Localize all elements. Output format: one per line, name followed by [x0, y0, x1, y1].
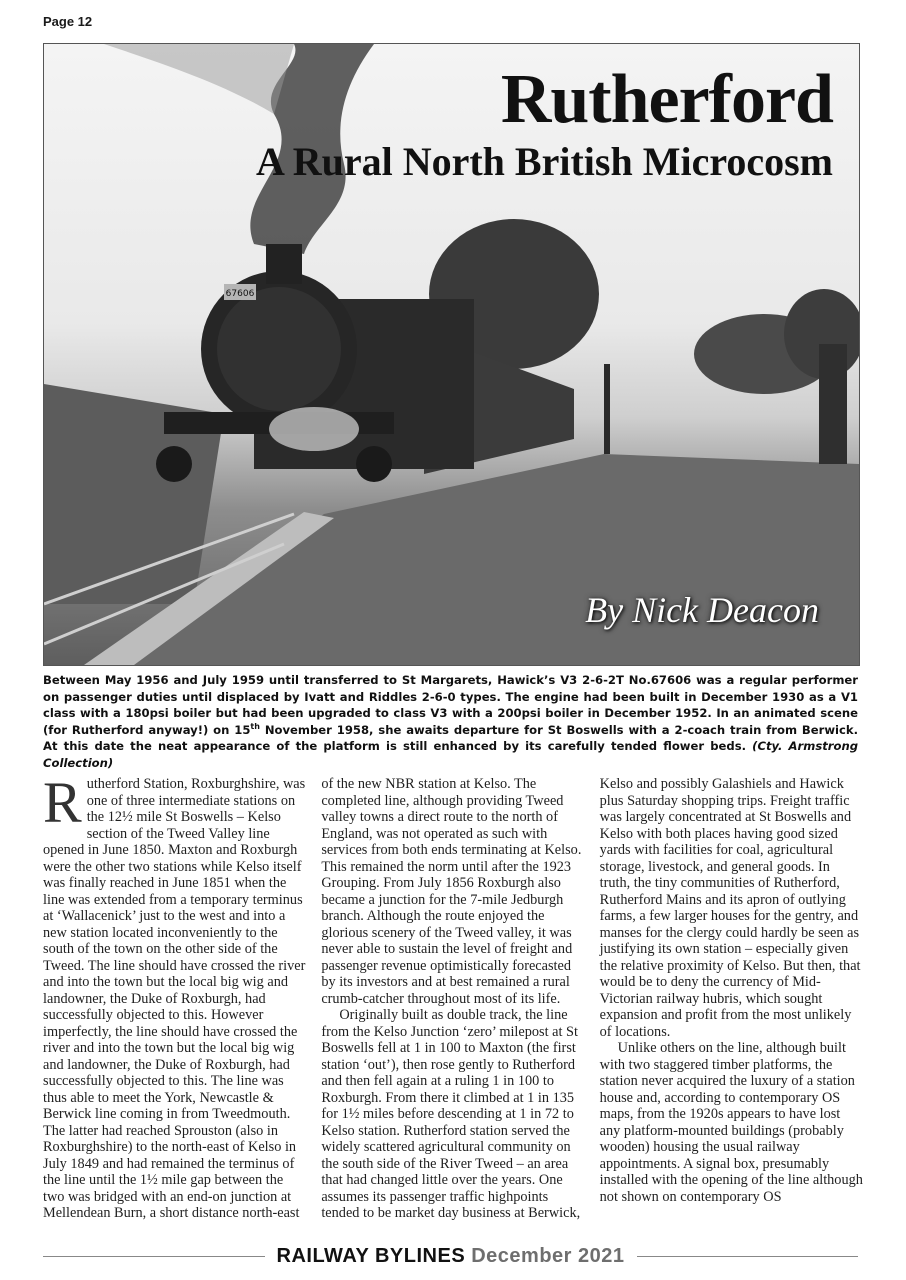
caption-superscript: th — [250, 721, 260, 731]
buffer-left — [156, 446, 192, 482]
caption-text-1: Between May 1956 and July 1959 until transferred to St Margarets, Hawick’s V3 2-6-2T No.67606 was a regular performer on passenger duties until displaced by Ivatt and Riddles 2-6-0 types. The engine had been built in December 1930 as a V1 class with a 180psi boiler but had been upgraded to class V3 with a 200psi boiler in December 1952. In an animated scene (for Rutherford anyway!) on 15 — [43, 673, 858, 737]
drop-cap: R — [43, 770, 82, 835]
paragraph-1-text: utherford Station, Roxburghshire, was one of three intermediate stations on the 12½ mile St Boswells – Kelso section of the Tweed Valley line opened in June 1850. Maxton and Roxburgh were the other two stations while Kelso itself was finally reached in June 1851 when the line was extended from a temporary terminus at ‘Wallacenick’ just to the west and into a new station located inconveniently to the south of the town on the other side of the Tweed. The line should have crossed the river and into the town but the local big wig and landowner, the Duke of Roxburgh, had successfully objected to this. However imperfectly, the line should have crossed the river and into the town but the local big wig and landowner, the Duke of Roxburgh, had successfully objected to this. The line was thus able to meet the York, Newcastle & Berwick line coming in from Tweedmouth. The latter had reached Sprouston (also in Roxburghshire) to the north-east of Kelso in July 1849 and had remained the terminus of the line until the 1½ mile gap between the two was bridged with an end-on junction at Mellendean Burn, a short distance north-east of the new NBR station at Kelso. The completed line, although providing Tweed valley towns a direct route to the north of England, was not operated as such with services from both ends terminating at Kelso. This remained the norm until after the 1923 Grouping. From July 1856 Roxburgh also became a junction for the 7-mile Jedburgh branch. Although the route enjoyed the glorious scenery of the Tweed valley, it was never able to sustain the level of freight and passenger revenue optimistically forecasted by its investors and at best remained a rural crumb-catcher throughout most of its life. — [43, 776, 582, 1221]
chimney — [266, 244, 302, 284]
photo-caption — [43, 672, 858, 772]
caption-text-2: November 1958, she awaits departure for St Boswells with a 2-coach train from Berwick. At this date the neat appearance of the platform is still enhanced by its carefully tended flower beds. — [43, 722, 859, 754]
smoke-haze — [104, 44, 294, 114]
author-byline: By Nick Deacon — [585, 590, 819, 630]
footer-rule-left — [43, 1256, 265, 1257]
magazine-name: RAILWAY BYLINES — [276, 1244, 466, 1267]
footer-rule-right — [637, 1256, 859, 1257]
platform-surface — [104, 454, 859, 665]
article-title: Rutherford — [500, 61, 833, 138]
buffer-right — [356, 446, 392, 482]
page-number: Page 12 — [43, 14, 93, 29]
hero-photo — [43, 43, 860, 666]
article-body — [43, 770, 863, 1231]
paragraph-2: Originally built as double track, the line from the Kelso Junction ‘zero’ milepost at St Boswells fell at 1 in 100 to Maxton (the first station ‘out’), then rose gently to Rutherford and then fell again at a ruling 1 in 100 to Roxburgh. From there it climbed at 1 in 135 for 1½ miles before descending at 1 in 72 to Kelso station. Rutherford station served the widely scattered agricultural community on the south side of the River Tweed – an area that had changed little over the years. One assumes its passenger traffic highpoints tended to be market day business at Berwick, Kelso and possibly Galashiels and Hawick plus Saturday shopping trips. Freight traffic was largely concentrated at St Boswells and Kelso with both places having good sized yards with facilities for coal, agricultural storage, livestock, and general goods. In truth, the tiny communities of Rutherford, Rutherford Mains and its apron of outlying farms, a few larger houses for the gentry, and manses for the clergy could hardly be seen as justifying its own station – especially given the relative proximity of Kelso. But then, that would be to deny the currency of Mid-Victorian railway hubris, which sought expansion and profit from the most unlikely of locations. — [321, 776, 861, 1221]
photo-credit: (Cty. Armstrong Collection) — [43, 739, 859, 770]
smokebox-door — [217, 287, 341, 411]
article-subtitle: A Rural North British Microcosm — [256, 139, 833, 184]
page-footer — [43, 1243, 858, 1269]
porter-figure — [819, 344, 847, 464]
steam-cloud — [269, 407, 359, 451]
number-plate-text: 67606 — [225, 289, 255, 299]
lamp-post — [604, 364, 610, 454]
paragraph-3: Unlike others on the line, although built with two staggered timber platforms, the station never acquired the luxury of a station house and, according to contemporary OS maps, from the 1920s appears to have lost any platform-mounted buildings (probably wooden) housing the usual railway appointments. A signal box, presumably installed with the opening of the line although not shown on contemporary OS — [599, 1040, 863, 1205]
magazine-masthead — [265, 1245, 637, 1268]
issue-date: December 2021 — [471, 1244, 625, 1267]
